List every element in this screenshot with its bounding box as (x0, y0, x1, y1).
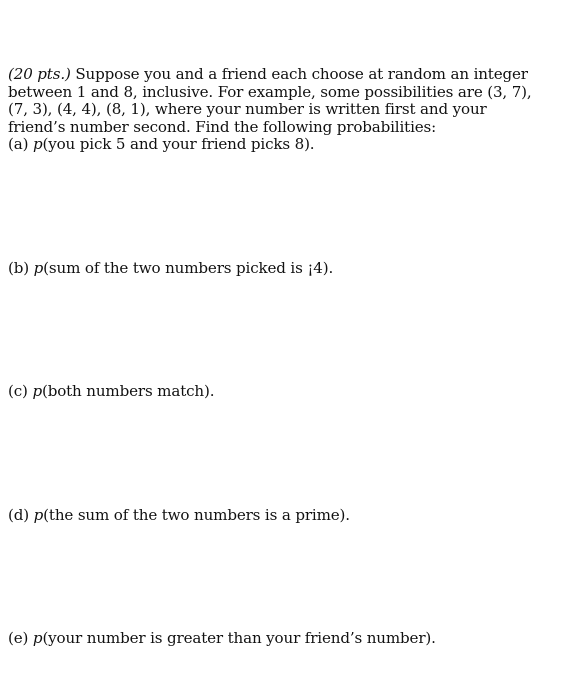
part-b (8, 260, 333, 278)
part-e-probability-function: p (32, 629, 43, 647)
part-b-probability-function: p (33, 259, 44, 277)
part-e-text: (your number is greater than your friend’s number). (42, 629, 436, 647)
part-a-label: (a) (8, 135, 29, 153)
part-c (8, 383, 214, 401)
points-label: (20 pts.) (8, 65, 71, 83)
part-d-label: (d) (8, 506, 29, 524)
part-a-probability-function: p (32, 135, 43, 153)
problem-statement (8, 66, 544, 136)
part-b-label: (b) (8, 259, 29, 277)
part-c-text: (both numbers match). (41, 382, 215, 400)
part-e-label: (e) (8, 629, 29, 647)
part-c-probability-function: p (32, 382, 42, 400)
part-a-text: (you pick 5 and your friend picks 8). (42, 135, 315, 153)
part-e (8, 630, 436, 648)
part-d (8, 507, 350, 525)
part-d-probability-function: p (33, 506, 44, 524)
problem-intro-text: Suppose you and a friend each choose at random an integer between 1 and 8, inclusive. For example, some possibilities are (3, 7), (7, 3), (4, 4), (8, 1), where your number is written first and your friend’s number second. Find the following probabilities: (8, 65, 532, 136)
part-d-text: (the sum of the two numbers is a prime). (43, 506, 350, 524)
part-b-text: (sum of the two numbers picked is ¡4). (43, 259, 334, 277)
part-a (8, 136, 314, 154)
part-c-label: (c) (8, 382, 28, 400)
